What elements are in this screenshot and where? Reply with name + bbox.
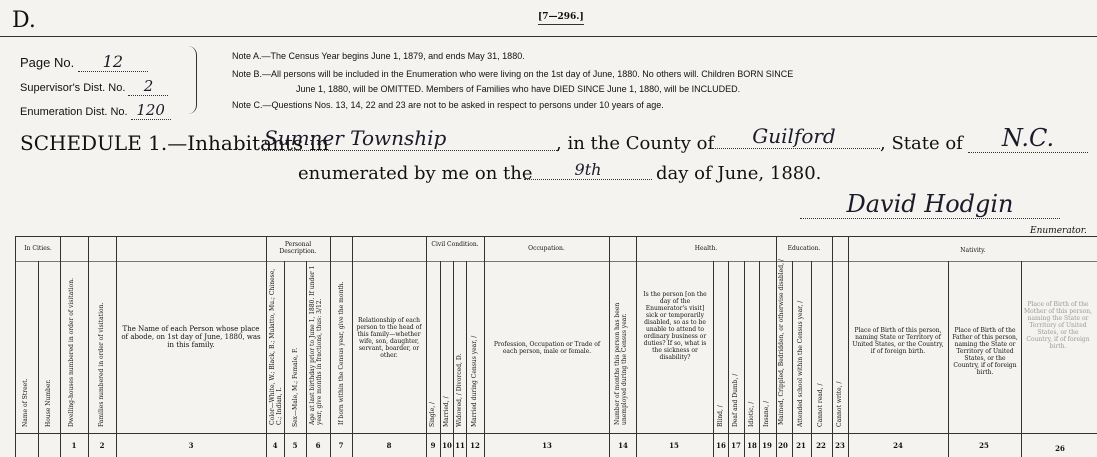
state-value: N.C. (968, 124, 1088, 153)
note-a: Note A.—The Census Year begins June 1, 1879, and ends May 31, 1880. (232, 51, 525, 61)
township-value: Sumner Township (262, 126, 559, 151)
page-label: Page No. (20, 55, 75, 70)
brace (188, 46, 197, 114)
signature: David Hodgin (800, 190, 1060, 219)
col-attended: Attended school within the Census year, / (797, 300, 804, 427)
col-number: 22 (816, 441, 826, 450)
col-single: Single, / (429, 401, 436, 427)
col-number: 24 (893, 441, 903, 450)
col-number: 20 (778, 441, 788, 450)
col-age: Age at last birthday prior to June 1, 1880. If under 1 year, give months in fractions, thus: 3/12. (309, 265, 323, 425)
form-code: [7—296.] (538, 12, 584, 25)
col-number: 21 (796, 441, 806, 450)
enumerator-label: Enumerator. (1030, 226, 1087, 236)
county-value: Guilford (708, 124, 880, 149)
col-number: 6 (315, 441, 321, 450)
col-born-month: If born within the Census year, give the month. (338, 281, 345, 425)
col-number: 5 (292, 441, 298, 450)
county-label: , in the County of (556, 133, 715, 154)
col-number: 25 (979, 441, 989, 450)
col-color: Color—White, W.; Black, B.; Mulatto, Mu.; Chinese, C.; Indian, I. (269, 268, 283, 425)
col-unemployed: Number of months this person has been unemployed during the Census year. (614, 302, 628, 425)
col-number: 4 (272, 441, 278, 450)
col-deaf: Deaf and Dumb, / (732, 373, 739, 427)
census-table (15, 236, 1097, 457)
col-cannot-write: Cannot write, / (836, 381, 843, 427)
supervisor-value: 2 (128, 77, 168, 96)
col-families: Families numbered in order of visitation. (98, 302, 105, 427)
form-letter: D. (12, 8, 36, 33)
col-name: The Name of each Person whose place of abode, on 1st day of June, 1880, was in this family. (121, 325, 261, 349)
col-number: 13 (542, 441, 552, 450)
col-number: 14 (618, 441, 628, 450)
col-birth-person: Place of Birth of this person, naming State or Territory of United States, or the Country, if of foreign birth. (852, 327, 944, 355)
col-number: 11 (455, 441, 465, 450)
col-number: 10 (442, 441, 452, 450)
col-number: 8 (386, 441, 392, 450)
enumeration-field (20, 101, 171, 120)
col-number: 23 (835, 441, 845, 450)
col-blind: Blind, / (717, 405, 724, 427)
col-birth-father: Place of Birth of the Father of this person, naming the State or Territory of United States, or the Country, if of foreign birth. (952, 327, 1018, 376)
col-number: 26 (1055, 444, 1065, 453)
col-street: Name of Street. (22, 378, 29, 427)
col-number: 16 (716, 441, 726, 450)
col-sick: Is the person [on the day of the Enumerator's visit] sick or temporarily disabled, so as to be unable to attend to ordinary business or duties? If so, what is the sickness or disability? (643, 291, 707, 361)
col-birth-mother: Place of Birth of the Mother of this person, naming the State or Territory of United States, or the Country, if of foreign birth. (1024, 301, 1093, 350)
col-house: House Number. (45, 379, 52, 427)
col-insane: Insane, / (763, 400, 770, 427)
col-relationship: Relationship of each person to the head of this family—whether wife, son, daughter, servant, boarder, or other. (356, 317, 422, 359)
col-number: 19 (762, 441, 772, 450)
col-sex: Sex—Male, M.; Female, F. (292, 347, 299, 427)
col-widowed: Widowed, / Divorced, D. (456, 353, 463, 427)
col-number: 1 (71, 441, 77, 450)
enumeration-value: 120 (131, 101, 171, 120)
top-rule (0, 36, 1097, 37)
col-idiotic: Idiotic, / (748, 401, 755, 427)
col-number: 18 (747, 441, 757, 450)
enumeration-label: Enumeration Dist. No. (20, 106, 128, 118)
col-married: Married, / (443, 396, 450, 427)
supervisor-field (20, 77, 168, 96)
note-b: Note B.—All persons will be included in the Enumeration who were living on the 1st day of June, 1880. No others will. Children BORN SINCE (232, 69, 794, 79)
header-civil: Civil Condition. (431, 241, 479, 248)
col-cannot-read: Cannot read, / (817, 383, 824, 427)
col-number: 15 (669, 441, 679, 450)
col-number: 17 (731, 441, 741, 450)
supervisor-label: Supervisor's Dist. No. (20, 82, 126, 94)
schedule-title: SCHEDULE 1.—Inhabitants in (20, 131, 329, 155)
header-personal: Personal Description. (279, 241, 317, 255)
col-number: 3 (188, 441, 194, 450)
state-label: , State of (880, 133, 963, 154)
note-b-continued: June 1, 1880, will be OMITTED. Members of Families who have DIED SINCE June 1, 1880, will be INCLUDED. (296, 84, 741, 94)
col-number: 9 (430, 441, 436, 450)
col-number: 2 (99, 441, 105, 450)
col-maimed: Maimed, Crippled, Bedridden, or otherwise disabled, / (778, 259, 785, 425)
col-dwelling: Dwelling-houses numbered in order of visitation. (68, 277, 75, 427)
col-profession: Profession, Occupation or Trade of each person, male or female. (493, 341, 601, 355)
header-health: Health. (694, 245, 718, 252)
page-number-field (20, 52, 148, 72)
page-value: 12 (78, 52, 148, 72)
col-married-year: Married during Census year, / (471, 335, 478, 427)
col-number: 7 (338, 441, 344, 450)
col-number: 12 (470, 441, 480, 450)
header-education: Education. (787, 245, 821, 252)
day-value: 9th (524, 160, 652, 180)
day-suffix: day of June, 1880. (656, 163, 822, 184)
header-occupation: Occupation. (528, 245, 565, 252)
header-in-cities: In Cities. (24, 245, 52, 252)
note-c: Note C.—Questions Nos. 13, 14, 22 and 23 are not to be asked in respect to persons under 10 years of age. (232, 100, 664, 110)
header-nativity: Nativity. (960, 247, 986, 254)
enumerated-label: enumerated by me on the (298, 163, 533, 184)
